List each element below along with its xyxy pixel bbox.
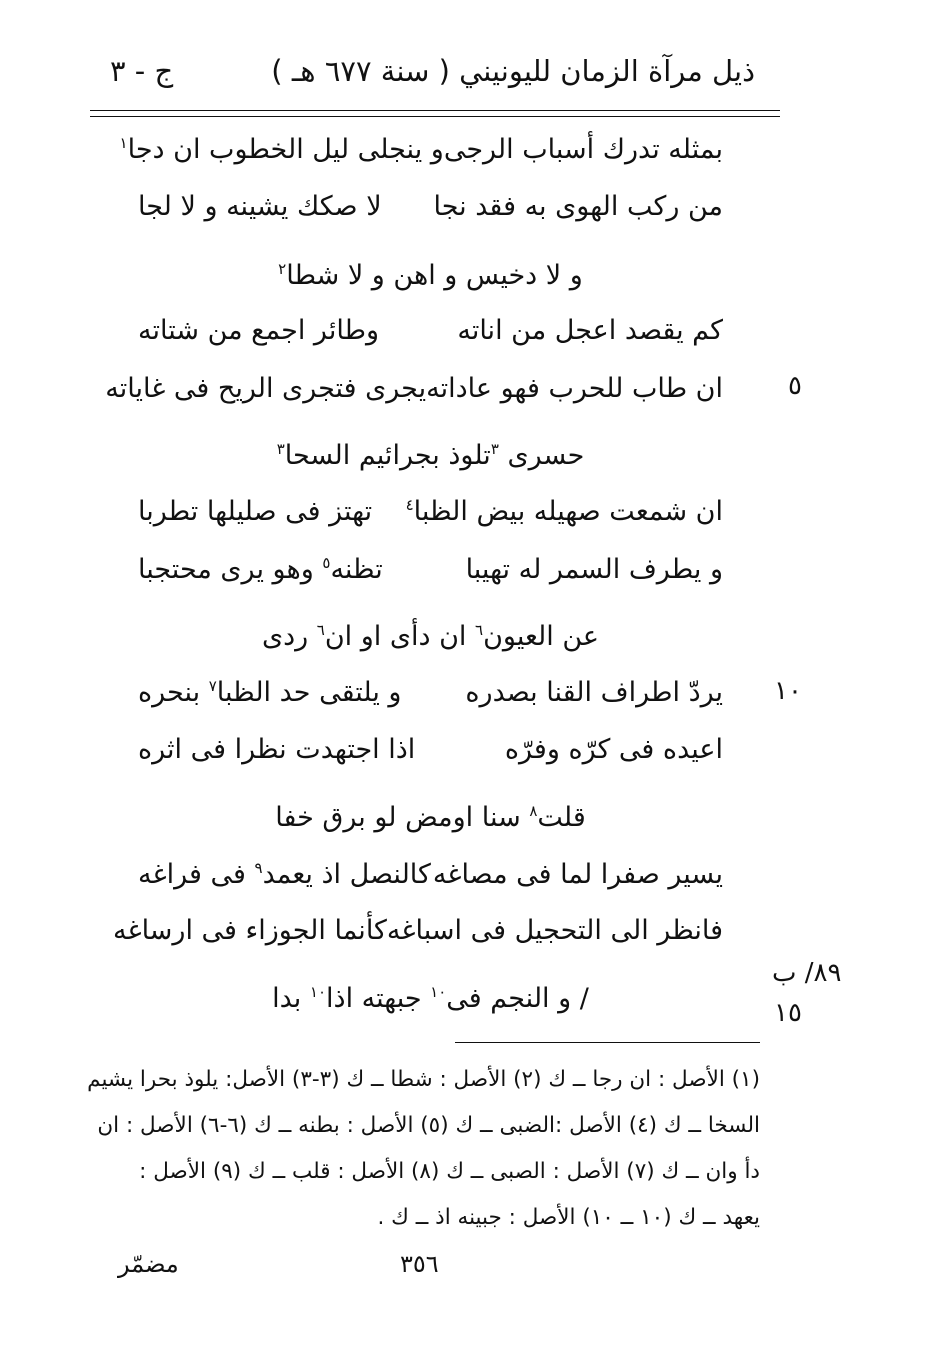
hemistich-right: من ركب الهوى به فقد نجا — [433, 190, 723, 222]
verse-line-7 — [138, 486, 723, 536]
footnote-marker: ٣ — [490, 440, 499, 458]
hemistich-left: كأنما الجوزاء فى ارساغه — [112, 914, 387, 946]
hemistich-left: يجرى فتجرى الريح فى غاياته — [105, 372, 427, 404]
footnote-marker: ٦ — [475, 621, 484, 639]
footnote-marker: ١٠ — [309, 983, 327, 1001]
verse-line-8 — [138, 544, 723, 594]
verse-line-14 — [112, 905, 723, 955]
volume-label: ج - ٣ — [110, 54, 174, 88]
line-number-5: ٥ — [788, 371, 802, 401]
footnote-marker: ٧ — [208, 676, 217, 695]
hemistich-right: فانظر الى التحجيل فى اسباغه — [386, 914, 723, 946]
verse-line-5 — [105, 363, 723, 413]
refrain-line-4: قلت$^٨$ سنا اومض لو برق خفا — [275, 802, 586, 833]
hemistich-right: يردّ اطراف القنا بصدره — [465, 676, 723, 708]
footnote-marker: ٢ — [278, 260, 287, 278]
verse-line-11 — [138, 724, 723, 774]
hemistich-left: تظنه$^٥$ وهو يرى محتجبا — [138, 553, 383, 585]
refrain-line-5: / و النجم فى$^{١٠}$ جبهته اذا$^{١٠}$ بدا — [272, 983, 589, 1014]
hemistich-right: كم يقصد اعجل من اناته — [457, 314, 723, 346]
verse-line-4 — [138, 305, 723, 355]
hemistich-right: ان شمعت صهيله بيض الظبا$^٤$ — [405, 495, 723, 527]
line-number-15: ١٥ — [774, 998, 802, 1028]
footnote-line-2: السخا ــ ك (٤) الأصل :الضبى ــ ك (٥) الأصل : بطنه ــ ك (٦-٦) الأصل : ان — [97, 1113, 760, 1138]
verse-line-10 — [138, 667, 723, 717]
hemistich-left: اذا اجتهدت نظرا فى اثره — [138, 733, 416, 765]
footnote-marker: ١٠ — [430, 983, 447, 1001]
hemistich-right: اعيده فى كرّه وفرّه — [504, 733, 723, 765]
refrain-line-2: حسرى $^٣$تلوذ بجرائيم السحا$^٣$ — [276, 440, 585, 471]
refrain-line-1: و لا دخيس و اهن و لا شطا$^٢$ — [278, 260, 583, 291]
footnote-rule — [455, 1042, 760, 1043]
hemistich-left: كالنصل اذ يعمد$^٩$ فى فراغه — [138, 858, 431, 890]
hemistich-left: تهتز فى صليلها تطربا — [138, 495, 373, 527]
footnote-marker: ١ — [119, 133, 128, 152]
hemistich-right: بمثله تدرك أسباب الرجى — [443, 133, 723, 165]
refrain-line-3: عن العيون$^٦$ ان دأى او ان$^٦$ ردى — [261, 621, 600, 652]
running-header-title: ذيل مرآة الزمان لليونيني ( سنة ٦٧٧ هـ ) — [271, 54, 755, 88]
footnote-marker: ٣ — [276, 440, 285, 458]
footnote-marker: ٨ — [529, 802, 538, 820]
footnote-marker: ٤ — [405, 495, 414, 514]
hemistich-right: ان طاب للحرب فهو عاداته — [426, 372, 723, 404]
verse-line-13 — [138, 849, 723, 899]
header-rule-top — [90, 110, 780, 111]
hemistich-left: وطائر اجمع من شتاته — [138, 314, 380, 346]
hemistich-left: لا صكك يشينه و لا لجا — [138, 190, 382, 222]
footnote-marker: ٦ — [316, 621, 325, 639]
footnote-marker: ٥ — [322, 553, 331, 572]
footnote-marker: ٩ — [254, 858, 263, 877]
footnote-line-1: (١) الأصل : ان رجا ــ ك (٢) الأصل : شطا ــ ك (٣-٣) الأصل: يلوذ بحرا يشيم — [87, 1067, 760, 1092]
footnote-line-4: يعهد ــ ك (١٠ ــ ١٠) الأصل : جبينه اذ ــ ك . — [377, 1205, 760, 1230]
hemistich-left: و ينجلى ليل الخطوب ان دجا$^١$ — [119, 133, 444, 165]
footnote-line-3: دأ وان ــ ك (٧) الأصل : الصبى ــ ك (٨) الأصل : قلب ــ ك (٩) الأصل : — [139, 1159, 760, 1184]
hemistich-right: يسير صفرا لما فى مصاغه — [432, 858, 723, 890]
verse-line-1 — [119, 124, 723, 174]
header-rule-bottom — [90, 116, 780, 117]
verse-line-2 — [138, 181, 723, 231]
hemistich-left: و يلتقى حد الظبا$^٧$ بنحره — [138, 676, 402, 708]
page-number: ٣٥٦ — [400, 1250, 439, 1278]
printer-mark: مضمّر — [118, 1250, 179, 1278]
folio-marker: ٨٩/ ب — [772, 958, 842, 988]
hemistich-right: و يطرف السمر له تهيبا — [465, 553, 723, 585]
line-number-10: ١٠ — [774, 676, 802, 706]
